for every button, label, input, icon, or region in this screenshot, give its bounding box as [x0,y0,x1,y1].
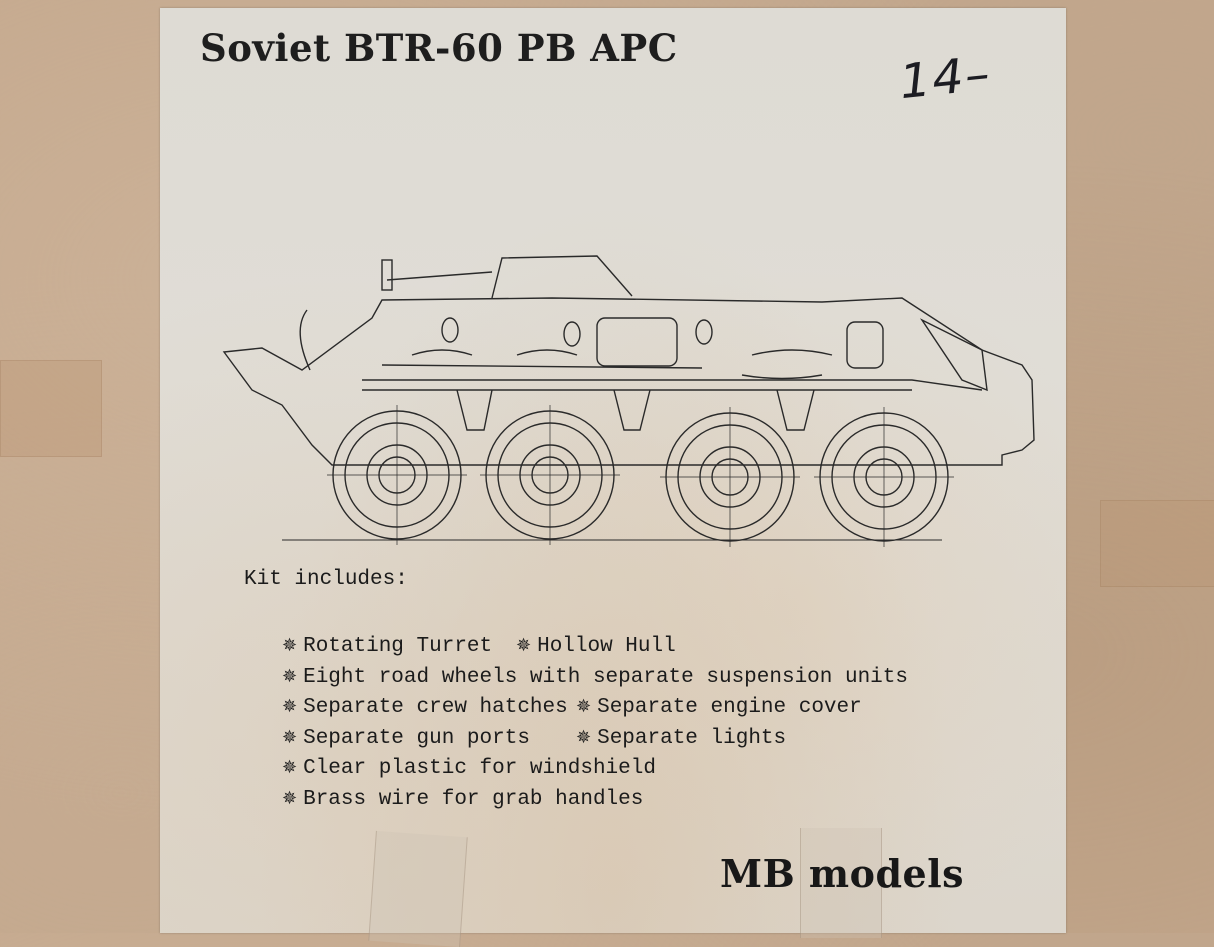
wheel [327,405,467,545]
kit-label-sheet [160,8,1066,933]
asterisk-bullet-icon: ✵ [516,637,532,657]
feature-item: Rotating Turret [303,635,493,658]
feature-item: Eight road wheels with separate suspension units [303,665,908,689]
wheel [814,407,954,547]
asterisk-bullet-icon: ✵ [576,728,592,749]
feature-row [282,785,908,816]
feature-row [282,693,908,724]
handwritten-price: 14– [896,45,995,111]
feature-row [282,663,908,694]
feature-item: Brass wire for grab handles [303,787,644,811]
brand-name: MB models [720,851,965,896]
feature-list [282,632,908,815]
asterisk-bullet-icon: ✵ [282,667,298,688]
tape-strip [368,831,467,947]
tape-strip [0,360,102,457]
apc-illustration [222,240,1042,550]
kit-includes-heading: Kit includes: [244,568,408,591]
feature-item: Hollow Hull [537,635,676,658]
asterisk-bullet-icon: ✵ [282,759,298,779]
feature-row [282,632,908,663]
asterisk-bullet-icon: ✵ [282,637,298,657]
asterisk-bullet-icon: ✵ [282,789,298,810]
feature-item: Clear plastic for windshield [303,757,656,780]
feature-row [282,754,908,785]
wheel [660,407,800,547]
feature-item: Separate gun ports [303,726,530,750]
feature-item: Separate engine cover [597,696,862,719]
feature-row [282,724,908,755]
feature-item: Separate lights [597,726,787,750]
asterisk-bullet-icon: ✵ [576,698,592,718]
kit-title: Soviet BTR-60 PB APC [200,26,678,70]
asterisk-bullet-icon: ✵ [282,728,298,749]
asterisk-bullet-icon: ✵ [282,698,298,718]
feature-item: Separate crew hatches [303,696,568,719]
wheel [480,405,620,545]
tape-strip [1100,500,1214,587]
